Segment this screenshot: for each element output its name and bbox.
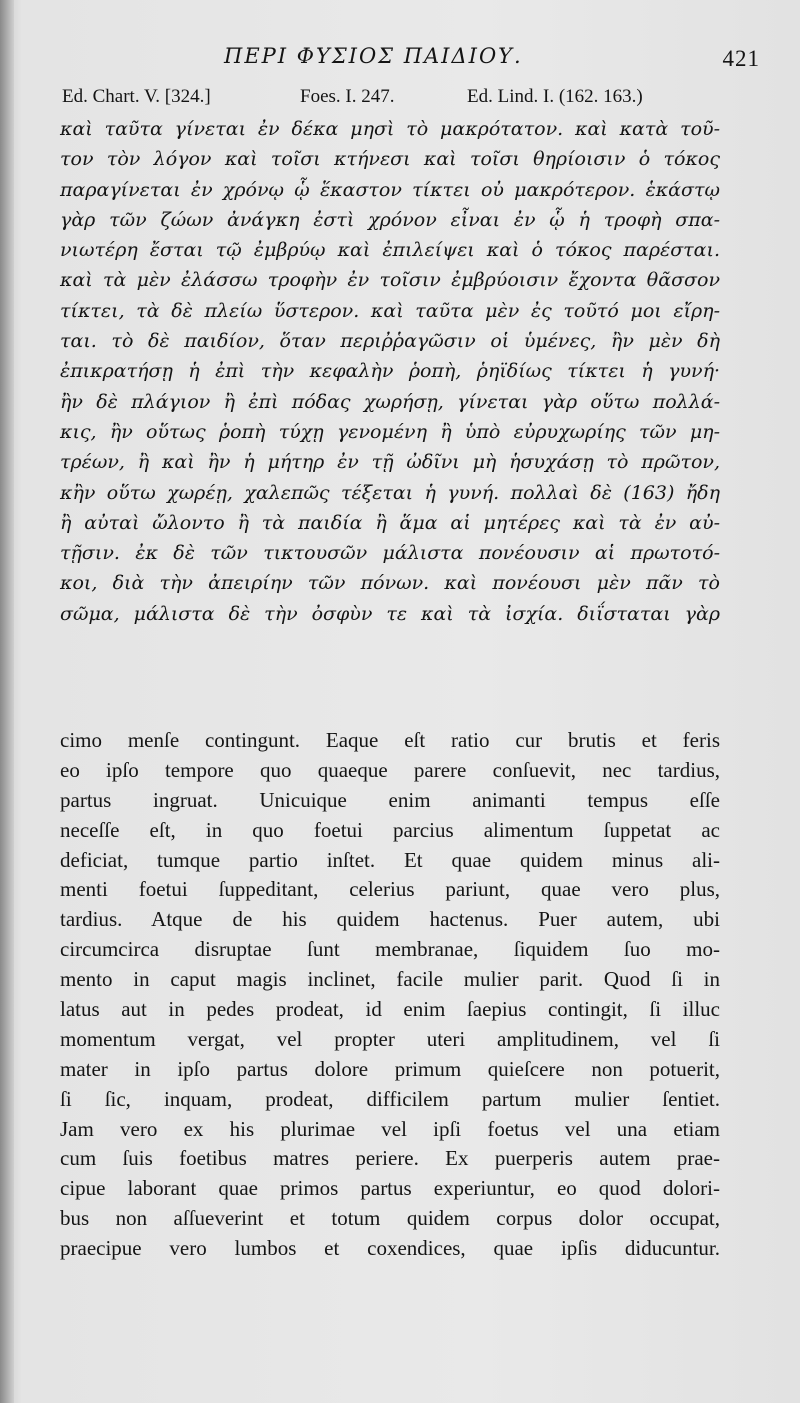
greek-line: τρέων, ἢ καὶ ἢν ἡ μήτηρ ἐν τῇ ὠδῖνι μὴ ἡσυχάσῃ τὸ πρῶτον, bbox=[60, 451, 720, 474]
greek-line: παραγίνεται ἐν χρόνῳ ᾧ ἕκαστον τίκτει οὐ μακρότερον. ἑκάστῳ bbox=[60, 178, 720, 201]
latin-line: ſi ſic, inquam, prodeat, difficilem partum mulier ſentiet. bbox=[60, 1086, 720, 1111]
greek-line: κἢν οὕτω χωρέῃ, χαλεπῶς τέξεται ἡ γυνή. πολλαὶ δὲ (163) ἤδη bbox=[60, 481, 720, 504]
latin-line: neceſſe eſt, in quo foetui parcius alimentum ſuppetat ac bbox=[60, 817, 720, 842]
running-head bbox=[60, 38, 760, 78]
latin-line: mater in ipſo partus dolore primum quieſcere non potuerit, bbox=[60, 1056, 720, 1081]
binding-gutter bbox=[0, 0, 14, 1403]
greek-line: νιωτέρη ἔσται τῷ ἐμβρύῳ καὶ ἐπιλείψει καὶ ὁ τόκος παρέσται. bbox=[60, 239, 720, 262]
ref-chartier: Ed. Chart. V. [324.] bbox=[62, 86, 211, 107]
page-number: 421 bbox=[722, 46, 760, 71]
latin-line: cum ſuis foetibus matres periere. Ex puerperis autem prae- bbox=[60, 1146, 720, 1171]
latin-line: cimo menſe contingunt. Eaque eſt ratio cur brutis et feris bbox=[60, 728, 720, 752]
latin-line: partus ingruat. Unicuique enim animanti tempus eſſe bbox=[60, 787, 720, 812]
latin-line: praecipue vero lumbos et coxendices, quae ipſis diducuntur. bbox=[60, 1236, 720, 1261]
latin-line: circumcirca disruptae ſunt membranae, ſiquidem ſuo mo- bbox=[60, 937, 720, 962]
latin-line: Jam vero ex his plurimae vel ipſi foetus vel una etiam bbox=[60, 1116, 720, 1141]
greek-line: τῇσιν. ἐκ δὲ τῶν τικτουσῶν μάλιστα πονέουσιν αἱ πρωτοτό- bbox=[60, 542, 720, 565]
greek-line: ἢ αὐταὶ ὤλοντο ἢ τὰ παιδία ἢ ἅμα αἱ μητέρες καὶ τὰ ἐν αὐ- bbox=[60, 511, 720, 534]
greek-line: κις, ἢν οὕτως ῥοπὴ τύχῃ γενομένη ἢ ὑπὸ εὐρυχωρίης τῶν μη- bbox=[60, 420, 720, 443]
greek-line: γὰρ τῶν ζώων ἀνάγκη ἐστὶ χρόνον εἶναι ἐν ᾧ ἡ τροφὴ σπα- bbox=[60, 208, 720, 231]
greek-line: καὶ ταῦτα γίνεται ἐν δέκα μησὶ τὸ μακρότατον. καὶ κατὰ τοῦ- bbox=[60, 118, 720, 140]
ref-foesius: Foes. I. 247. bbox=[300, 86, 395, 107]
greek-text-block bbox=[60, 114, 720, 629]
latin-line: deficiat, tumque partio inſtet. Et quae quidem minus ali- bbox=[60, 847, 720, 872]
greek-line: καὶ τὰ μὲν ἐλάσσω τροφὴν ἐν τοῖσιν ἐμβρύοισιν ἔχοντα θᾶσσον bbox=[60, 269, 720, 292]
edition-references bbox=[62, 86, 710, 114]
greek-line: τίκτει, τὰ δὲ πλείω ὕστερον. καὶ ταῦτα μὲν ἐς τοῦτό μοι εἴρη- bbox=[60, 299, 720, 322]
greek-line: τον τὸν λόγον καὶ τοῖσι κτήνεσι καὶ τοῖσι θηρίοισιν ὁ τόκος bbox=[60, 148, 720, 171]
greek-line: ἐπικρατήσῃ ἡ ἐπὶ τὴν κεφαλὴν ῥοπὴ, ῥηϊδίως τίκτει ἡ γυνή· bbox=[60, 360, 720, 383]
greek-line: ἢν δὲ πλάγιον ἢ ἐπὶ πόδας χωρήσῃ, γίνεται γὰρ οὕτω πολλά- bbox=[60, 390, 720, 413]
latin-line: menti foetui ſuppeditant, celerius pariunt, quae vero plus, bbox=[60, 877, 720, 902]
latin-line: cipue laborant quae primos partus experiuntur, eo quod dolori- bbox=[60, 1176, 720, 1201]
latin-line: bus non aſſueverint et totum quidem corpus dolor occupat, bbox=[60, 1206, 720, 1231]
latin-line: momentum vergat, vel propter uteri amplitudinem, vel ſi bbox=[60, 1026, 720, 1051]
latin-line: latus aut in pedes prodeat, id enim ſaepius contingit, ſi illuc bbox=[60, 997, 720, 1022]
greek-line: ται. τὸ δὲ παιδίον, ὅταν περιῤῥαγῶσιν οἱ ὑμένες, ἢν μὲν δὴ bbox=[60, 330, 720, 353]
latin-text-block bbox=[60, 726, 720, 1264]
greek-line: σῶμα, μάλιστα δὲ τὴν ὀσφὺν τε καὶ τὰ ἰσχία. διΐσταται γὰρ bbox=[60, 602, 720, 625]
latin-line: eo ipſo tempore quo quaeque parere conſuevit, nec tardius, bbox=[60, 757, 720, 782]
latin-line: tardius. Atque de his quidem hactenus. Puer autem, ubi bbox=[60, 907, 720, 932]
greek-line: κοι, διὰ τὴν ἀπειρίην τῶν πόνων. καὶ πονέουσι μὲν πᾶν τὸ bbox=[60, 572, 720, 595]
running-title: ΠΕΡΙ ΦΥΣΙΟΣ ΠΑΙΔΙΟΥ. bbox=[224, 44, 523, 68]
ref-linden: Ed. Lind. I. (162. 163.) bbox=[467, 86, 643, 107]
latin-line: mento in caput magis inclinet, facile mulier parit. Quod ſi in bbox=[60, 967, 720, 992]
